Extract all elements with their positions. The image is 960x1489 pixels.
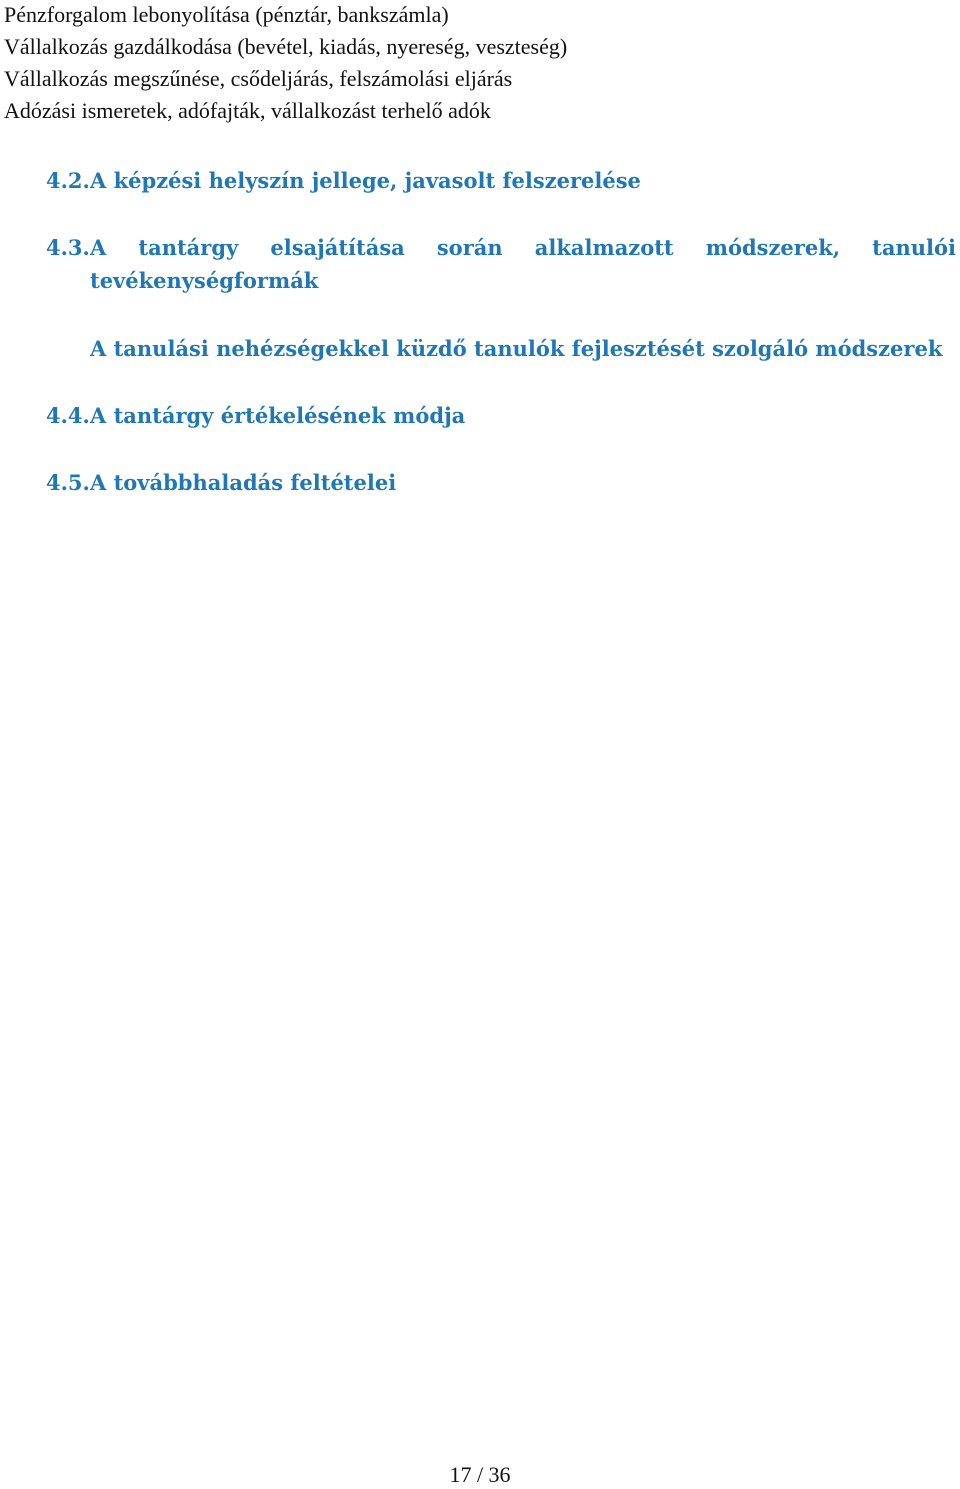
list-item: Vállalkozás megszűnése, csődeljárás, felszámolási eljárás bbox=[4, 66, 513, 91]
list-item: Adózási ismeretek, adófajták, vállalkozást terhelő adók bbox=[4, 98, 491, 123]
list-item: Vállalkozás gazdálkodása (bevétel, kiadás, nyereség, veszteség) bbox=[4, 34, 568, 59]
title-word: tanulói bbox=[872, 235, 956, 260]
section-heading-4-3 bbox=[0, 232, 960, 298]
list-item: Pénzforgalom lebonyolítása (pénztár, bankszámla) bbox=[4, 2, 449, 27]
section-title-line-2: tevékenységformák bbox=[90, 268, 319, 293]
section-title: A képzési helyszín jellege, javasolt felszerelése bbox=[90, 168, 641, 193]
title-word: módszerek, bbox=[705, 235, 841, 260]
page-number: 17 / 36 bbox=[449, 1462, 511, 1487]
title-word: elsajátítása bbox=[270, 235, 405, 260]
title-word: A bbox=[90, 235, 107, 260]
section-heading-4-5 bbox=[0, 467, 960, 499]
section-number: 4.4. bbox=[46, 403, 90, 428]
section-heading-4-4 bbox=[0, 400, 960, 432]
section-title: A továbbhaladás feltételei bbox=[90, 470, 397, 495]
title-word: során bbox=[436, 235, 503, 260]
subsection-heading: A tanulási nehézségekkel küzdő tanulók fejlesztését szolgáló módszerek bbox=[90, 336, 943, 361]
section-number: 4.2. bbox=[46, 168, 90, 193]
section-heading-4-2 bbox=[0, 165, 960, 197]
section-title-line-1 bbox=[90, 232, 956, 264]
section-title: A tantárgy értékelésének módja bbox=[90, 403, 466, 428]
section-number: 4.3. bbox=[46, 235, 90, 260]
section-number: 4.5. bbox=[46, 470, 90, 495]
title-word: alkalmazott bbox=[534, 235, 674, 260]
title-word: tantárgy bbox=[138, 235, 239, 260]
